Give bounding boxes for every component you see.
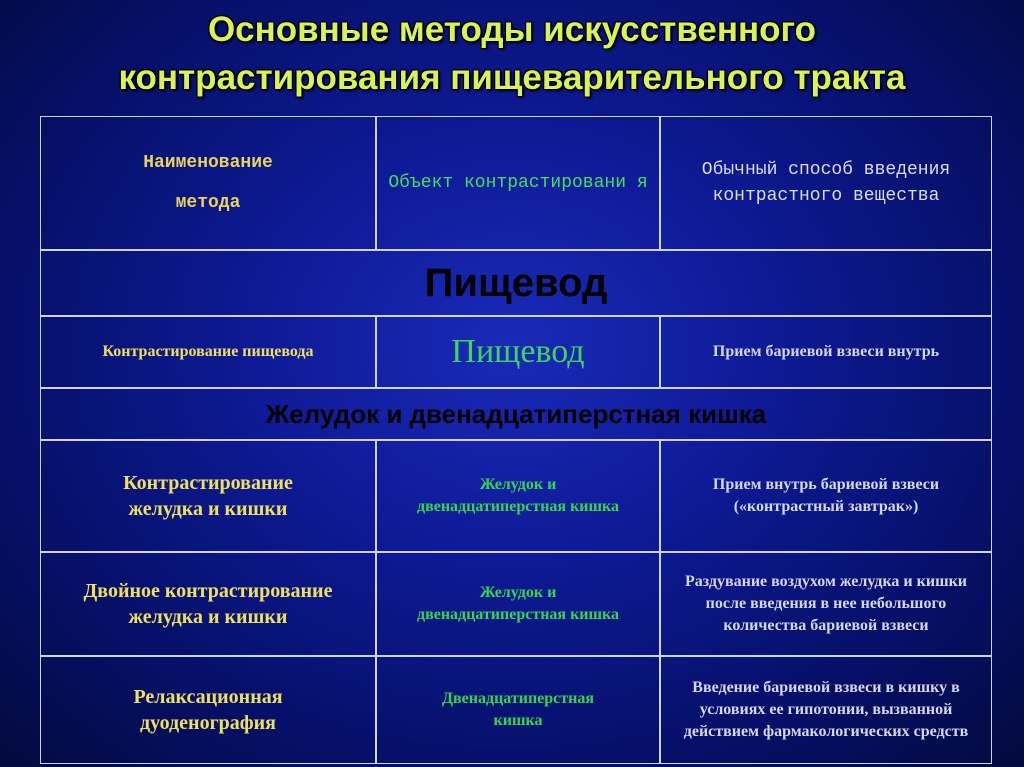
row2-method bbox=[40, 440, 376, 552]
row4-way-text: Введение бариевой взвеси в кишку в условиях ее гипотонии, вызванной действием фармакологических средств bbox=[683, 679, 969, 740]
row2-way bbox=[660, 440, 992, 552]
row1-method bbox=[40, 316, 376, 388]
row4-method bbox=[40, 656, 376, 764]
title-line-1: Основные методы искусственного bbox=[207, 10, 817, 49]
row4-way bbox=[660, 656, 992, 764]
slide-title bbox=[0, 6, 1024, 102]
row3-method-text: Двойное контрастирование желудка и кишки bbox=[83, 580, 333, 628]
header-method-line2: метода bbox=[175, 193, 241, 213]
row3-method bbox=[40, 552, 376, 656]
header-way-text: Обычный способ введения контрастного вещества bbox=[701, 160, 951, 206]
row4-method-text: Релаксационная дуоденография bbox=[133, 686, 283, 734]
row4-object-text: Двенадцатиперстная кишка bbox=[442, 690, 594, 729]
header-object bbox=[376, 116, 660, 250]
section-esophagus bbox=[40, 250, 992, 316]
methods-table bbox=[40, 116, 992, 764]
row1-object bbox=[376, 316, 660, 388]
row4-object bbox=[376, 656, 660, 764]
row3-way bbox=[660, 552, 992, 656]
section-stomach-label: Желудок и двенадцатиперстная кишка bbox=[265, 398, 767, 429]
header-object-text: Объект контрастировани я bbox=[388, 173, 648, 193]
row3-object bbox=[376, 552, 660, 656]
header-way bbox=[660, 116, 992, 250]
title-line-2: контрастирования пищеварительного тракта bbox=[118, 58, 906, 97]
header-method-line1: Наименование bbox=[143, 153, 273, 173]
row3-way-text: Раздувание воздухом желудка и кишки после введения в нее небольшого количества бариевой взвеси bbox=[684, 573, 968, 634]
row1-way-text: Прием бариевой взвеси внутрь bbox=[712, 343, 940, 360]
row2-method-text: Контрастирование желудка и кишки bbox=[123, 472, 293, 520]
row3-object-text: Желудок и двенадцатиперстная кишка bbox=[416, 584, 619, 623]
row1-way bbox=[660, 316, 992, 388]
row2-object bbox=[376, 440, 660, 552]
header-method bbox=[40, 116, 376, 250]
section-stomach bbox=[40, 388, 992, 440]
section-esophagus-label: Пищевод bbox=[424, 260, 608, 305]
row2-way-text: Прием внутрь бариевой взвеси («контрастный завтрак») bbox=[712, 476, 940, 515]
row1-object-text: Пищевод bbox=[451, 333, 585, 370]
row1-method-text: Контрастирование пищевода bbox=[102, 343, 314, 360]
row2-object-text: Желудок и двенадцатиперстная кишка bbox=[416, 476, 619, 515]
